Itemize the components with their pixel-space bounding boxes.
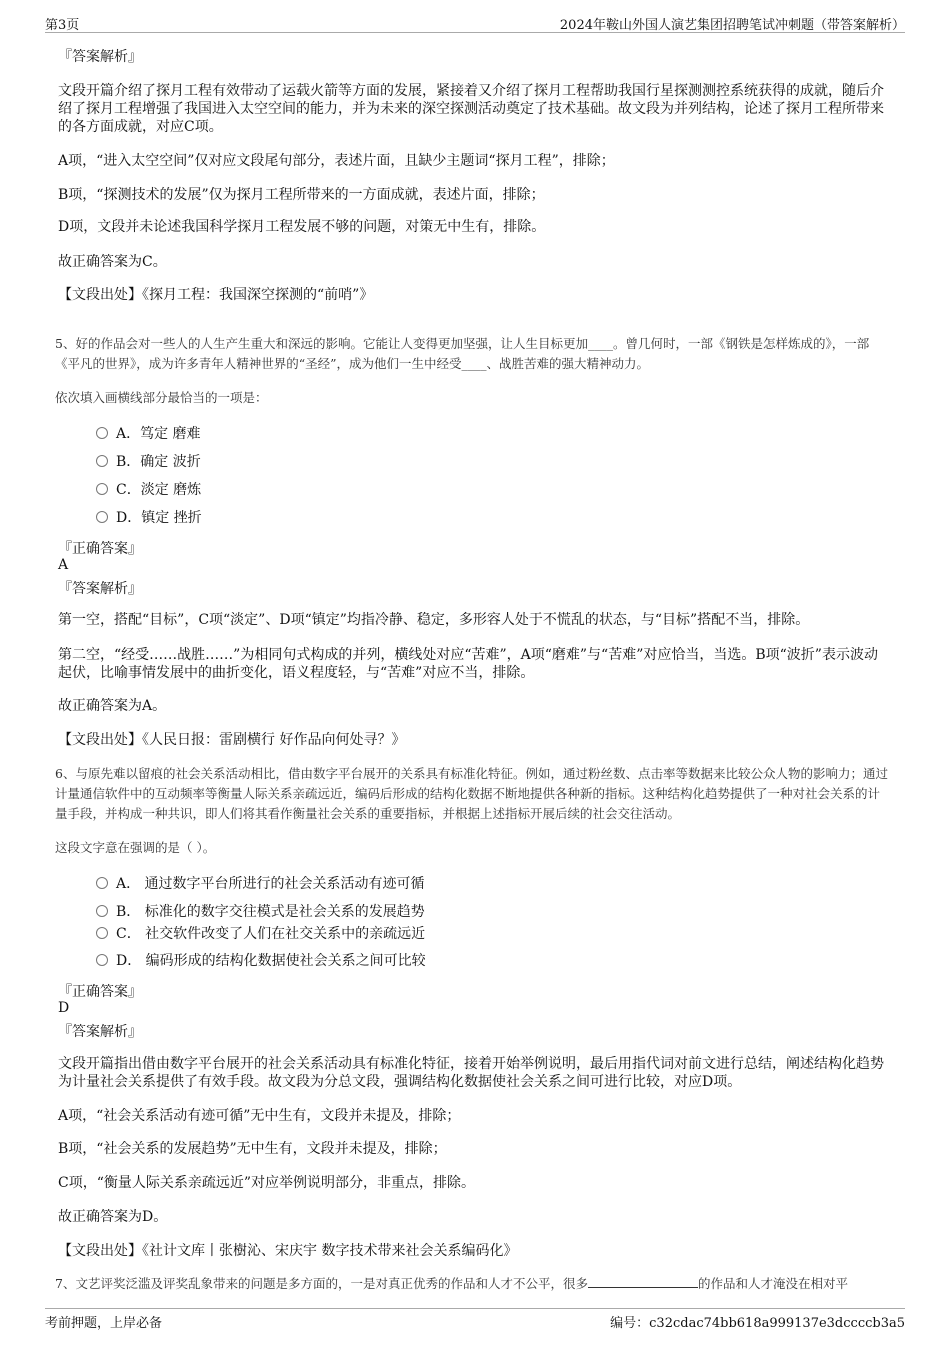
analysis-option-b: B项，“社会关系的发展趋势”无中生有，文段并未提及，排除； — [58, 1141, 447, 1157]
option-c[interactable]: C． 社交软件改变了人们在社交关系中的亲疏远近 — [96, 924, 425, 944]
blank — [588, 1287, 698, 1288]
analysis-option-b: B项，“探测技术的发展”仅为探月工程所带来的一方面成就，表述片面，排除； — [58, 187, 545, 203]
option-b[interactable]: B．确定 波折 — [96, 452, 201, 472]
correct-answer: A — [58, 557, 69, 573]
radio-icon[interactable] — [96, 427, 108, 439]
analysis-label: 『答案解析』 — [58, 581, 142, 597]
option-d[interactable]: D．镇定 挫折 — [96, 508, 202, 528]
source-citation: 【文段出处】《社计文库丨张樹沁、宋庆宇 数字技术带来社会关系编码化》 — [58, 1243, 518, 1259]
radio-icon[interactable] — [96, 511, 108, 523]
analysis-option-c: C项，“衡量人际关系亲疏远近”对应举例说明部分，非重点，排除。 — [58, 1175, 476, 1191]
analysis-label: 『答案解析』 — [58, 1024, 142, 1040]
correct-answer-label: 『正确答案』 — [58, 541, 142, 557]
analysis-label: 『答案解析』 — [58, 49, 142, 65]
analysis-paragraph: 第二空，“经受……战胜……”为相同句式构成的并列，横线处对应“苦难”，A项“磨难”与“苦难”对应恰当，当选。B项“波折”表示波动起伏，比喻事情发展中的曲折变化，语义程度轻，与“苦难”对应不当，排除。 — [58, 647, 878, 681]
answer-conclusion: 故正确答案为C。 — [58, 254, 167, 270]
page-footer — [45, 1308, 905, 1329]
source-citation: 【文段出处】《探月工程：我国深空探测的“前哨”》 — [58, 287, 374, 303]
question-6-text: 6、与原先难以留痕的社会关系活动相比，借由数字平台展开的关系具有标准化特征。例如，通过粉丝数、点击率等数据来比较公众人物的影响力；通过计量通信软件中的互动频率等衡量人际关系亲疏远近，编码后形成的结构化数据不断地提供各种新的指标。这种结构化趋势提供了一种对社会关系的计量手段，并构成一种共识，即人们将其看作衡量社会关系的重要指标，并根据上述指标开展后续的社会交往活动。 — [55, 766, 888, 821]
option-c[interactable]: C．淡定 磨炼 — [96, 480, 201, 500]
correct-answer: D — [58, 1000, 70, 1016]
analysis-paragraph: 文段开篇介绍了探月工程有效带动了运载火箭等方面的发展，紧接着又介绍了探月工程帮助我国行星探测测控系统获得的成就，随后介绍了探月工程增强了我国进入太空空间的能力，并为未来的深空探测活动奠定了技术基础。故文段为并列结构，论述了探月工程所带来的各方面成就，对应C项。 — [58, 83, 884, 135]
answer-conclusion: 故正确答案为D。 — [58, 1209, 168, 1225]
analysis-option-d: D项，文段并未论述我国科学探月工程发展不够的问题，对策无中生有，排除。 — [58, 219, 546, 235]
correct-answer-label: 『正确答案』 — [58, 984, 142, 1000]
option-a[interactable]: A．笃定 磨难 — [96, 424, 201, 444]
analysis-paragraph: 文段开篇指出借由数字平台展开的社会关系活动具有标准化特征，接着开始举例说明，最后用指代词对前文进行总结，阐述结构化趋势为计量社会关系提供了有效手段。故文段为分总文段，强调结构化数据使社会关系之间可进行比较，对应D项。 — [58, 1056, 884, 1090]
radio-icon[interactable] — [96, 905, 108, 917]
option-b[interactable]: B． 标准化的数字交往模式是社会关系的发展趋势 — [96, 902, 425, 922]
page-header — [45, 14, 905, 33]
blank: ____ — [587, 336, 613, 351]
blank: ____ — [461, 356, 487, 371]
analysis-option-a: A项，“进入太空空间”仅对应文段尾句部分，表述片面，且缺少主题词“探月工程”，排除； — [58, 153, 615, 169]
answer-conclusion: 故正确答案为A。 — [58, 698, 167, 714]
page-number: 第3页 — [45, 18, 80, 33]
option-a[interactable]: A． 通过数字平台所进行的社会关系活动有迹可循 — [96, 874, 425, 894]
radio-icon[interactable] — [96, 954, 108, 966]
analysis-paragraph: 第一空，搭配“目标”，C项“淡定”、D项“镇定”均指冷静、稳定，多形容人处于不慌乱的状态，与“目标”搭配不当，排除。 — [58, 612, 810, 628]
footer-slogan: 考前押题，上岸必备 — [45, 1316, 163, 1331]
radio-icon[interactable] — [96, 877, 108, 889]
option-d[interactable]: D． 编码形成的结构化数据使社会关系之间可比较 — [96, 951, 426, 971]
question-7-text: 7、文艺评奖泛滥及评奖乱象带来的问题是多方面的，一是对真正优秀的作品和人才不公平，很多 的作品和人才淹没在相对平 — [55, 1276, 848, 1291]
radio-icon[interactable] — [96, 455, 108, 467]
document-title: 2024年鞍山外国人演艺集团招聘笔试冲刺题（带答案解析） — [559, 18, 905, 33]
radio-icon[interactable] — [96, 483, 108, 495]
question-5-text: 5、好的作品会对一些人的人生产生重大和深远的影响。它能让人变得更加坚强，让人生目标更加____。曾几何时，一部《钢铁是怎样炼成的》，一部《平凡的世界》，成为许多青年人精神世界的“圣经”，成为他们一生中经受____、战胜苦难的强大精神动力。 — [55, 336, 870, 371]
source-citation: 【文段出处】《人民日报：雷剧横行 好作品向何处寻？》 — [58, 732, 406, 748]
question-prompt: 这段文字意在强调的是（ ）。 — [55, 840, 216, 855]
document-id: 编号：c32cdac74bb618a999137e3dccccb3a5 — [610, 1316, 905, 1331]
radio-icon[interactable] — [96, 927, 108, 939]
analysis-option-a: A项，“社会关系活动有迹可循”无中生有，文段并未提及，排除； — [58, 1108, 461, 1124]
question-prompt: 依次填入画横线部分最恰当的一项是： — [55, 390, 268, 405]
